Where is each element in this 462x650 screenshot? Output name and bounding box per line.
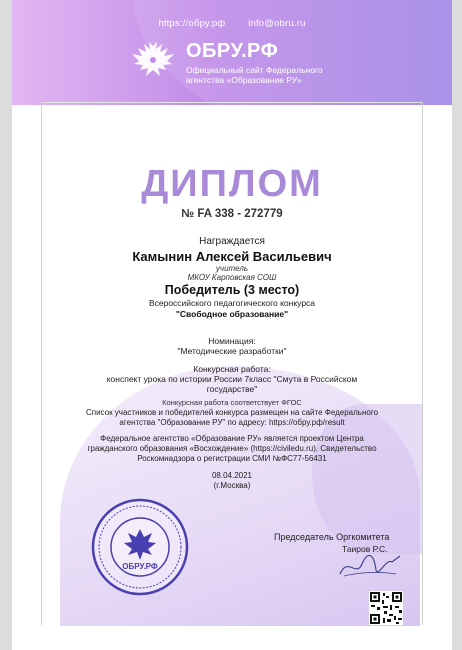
recipient-name: Камынин Алексей Васильевич	[132, 249, 332, 264]
official-seal-icon	[90, 497, 190, 597]
diploma-title: ДИПЛОМ	[141, 163, 323, 205]
contact-email[interactable]: info@obru.ru	[248, 18, 306, 29]
project-note: Федеральное агентство «Образование РУ» является проектом Центра гражданского образования «Восхождение» (https://civiledu.ru). Свидетельство Роскомнадзора о регистрации СМИ №ФС77-56431	[87, 434, 377, 463]
viewer-left-edge	[0, 0, 12, 650]
work-title: конспект урока по истории России 7класс "Смута в Российском государстве"	[106, 374, 358, 394]
awarded-label: Награждается	[199, 236, 265, 247]
results-list-note: Список участников и победителей конкурса размещен на сайте Федерального агентства "Образование РУ" по адресу: https://обру.рф/result	[85, 408, 379, 427]
header-band	[12, 0, 452, 105]
fgos-note: Конкурсная работа соответствует ФГОС	[162, 398, 302, 407]
issue-date: 08.04.2021	[211, 471, 253, 480]
site-tagline: Официальный сайт Федерального агентства «Образование РУ»	[186, 65, 323, 85]
seal-text: ОБРУ.РФ	[122, 562, 158, 571]
qr-code-icon[interactable]	[369, 591, 403, 625]
recipient-school: МКОУ Карповская СОШ	[187, 273, 277, 282]
recipient-role: учитель	[215, 264, 249, 273]
issue-city: (г.Москва)	[213, 481, 251, 490]
site-logo	[130, 40, 390, 88]
nomination-value: "Методические разработки"	[177, 346, 287, 356]
contact-line	[12, 18, 452, 29]
site-name: ОБРУ.РФ	[186, 40, 279, 62]
viewer-right-edge	[452, 0, 462, 650]
diploma-page	[12, 0, 452, 650]
diploma-number: № FA 338 - 272779	[181, 208, 283, 220]
award-place: Победитель (3 место)	[164, 283, 300, 297]
eagle-logo-icon	[130, 40, 176, 80]
chair-name: Таиров Р.С.	[342, 544, 388, 554]
work-label: Конкурсная работа:	[193, 364, 271, 374]
chair-title: Председатель Оргкомитета	[274, 532, 390, 542]
contest-line: Всероссийского педагогического конкурса	[148, 298, 316, 308]
nomination-label: Номинация:	[208, 336, 256, 346]
contest-name: "Свободное образование"	[175, 309, 289, 319]
site-url[interactable]: https://обру.рф	[158, 18, 226, 29]
signature-icon	[334, 548, 404, 582]
